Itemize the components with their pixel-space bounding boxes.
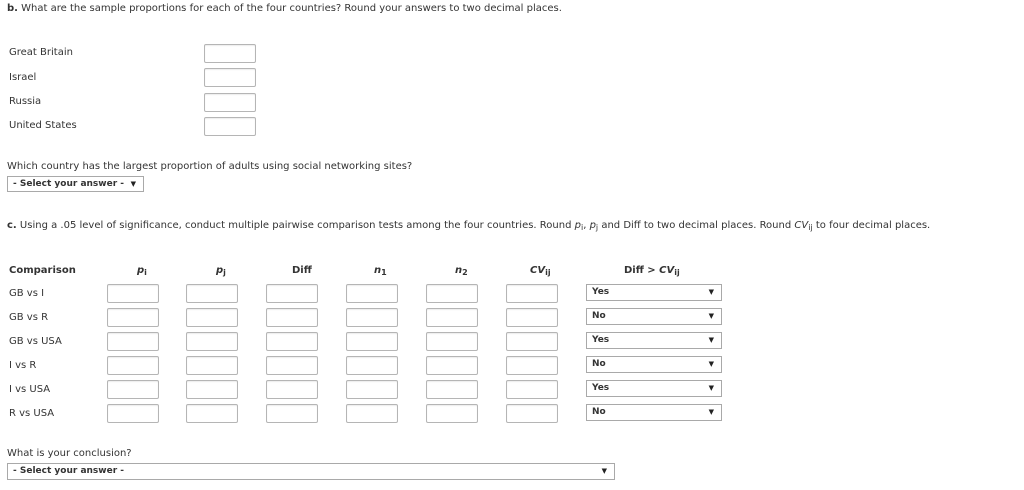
chevron-down-icon: ▼ [708,384,714,392]
cv-input[interactable] [506,308,558,327]
chevron-down-icon: ▼ [708,312,714,320]
n2-input[interactable] [426,380,478,399]
decision-select[interactable] [586,308,722,325]
pi-input[interactable] [107,404,159,423]
part-b-question-text: What are the sample proportions for each of the four countries? Round your answers to two decimal places. [21,3,562,14]
largest-proportion-question: Which country has the largest proportion of adults using social networking sites? [7,161,413,172]
decision-select-value: No [592,311,606,321]
part-c-instructions [7,220,930,232]
n1-input[interactable] [346,404,398,423]
cv-input[interactable] [506,380,558,399]
part-c-instr-3: and Diff to two decimal places. Round [598,220,795,231]
pi-input[interactable] [107,332,159,351]
comparison-label: I vs USA [9,384,51,395]
decision-select-value: No [592,407,606,417]
comparison-label: I vs R [9,360,37,371]
decision-select[interactable] [586,356,722,373]
decision-select[interactable] [586,380,722,397]
header-pj: $p_j$ [216,265,226,277]
n1-input[interactable] [346,380,398,399]
part-c-prefix: c. [7,220,17,231]
decision-select-value: Yes [592,335,610,345]
cv-input[interactable] [506,332,558,351]
pj-input[interactable] [186,356,238,375]
decision-select[interactable] [586,404,722,421]
header-n1: $n_1$ [374,265,387,277]
part-b-question [7,3,562,14]
header-n2: $n_2$ [455,265,468,277]
decision-select-value: Yes [592,383,610,393]
n2-input[interactable] [426,284,478,303]
sub-ij: ij [808,223,813,232]
header-cv: $CV_{ij}$ [530,265,551,277]
pi-input[interactable] [107,284,159,303]
cv-input[interactable] [506,356,558,375]
conclusion-select-value: - Select your answer - [13,466,125,476]
proportion-input-great-britain[interactable] [204,44,256,63]
comparison-label: GB vs I [9,288,45,299]
chevron-down-icon: ▼ [708,336,714,344]
country-label-russia: Russia [9,96,42,107]
diff-input[interactable] [266,356,318,375]
pi-input[interactable] [107,380,159,399]
proportion-input-russia[interactable] [204,93,256,112]
cv-input[interactable] [506,404,558,423]
country-label-great-britain: Great Britain [9,47,73,58]
diff-input[interactable] [266,380,318,399]
cv-symbol: CV [794,220,809,231]
comparison-label: R vs USA [9,408,55,419]
n1-input[interactable] [346,332,398,351]
diff-input[interactable] [266,284,318,303]
n1-input[interactable] [346,308,398,327]
header-diff-gt-cv: Diff > $CV_{ij}$ [624,265,680,277]
n2-input[interactable] [426,356,478,375]
cv-input[interactable] [506,284,558,303]
proportion-input-israel[interactable] [204,68,256,87]
diff-input[interactable] [266,332,318,351]
pj-input[interactable] [186,308,238,327]
chevron-down-icon: ▼ [708,408,714,416]
proportion-input-united-states[interactable] [204,117,256,136]
part-c-instr-4: to four decimal places. [812,220,931,231]
n2-input[interactable] [426,308,478,327]
decision-select[interactable] [586,284,722,301]
chevron-down-icon: ▼ [708,360,714,368]
pj-input[interactable] [186,332,238,351]
n2-input[interactable] [426,404,478,423]
header-diff: Diff [292,265,312,276]
decision-select[interactable] [586,332,722,349]
header-comparison: Comparison [9,265,76,276]
sub-j: j [595,223,599,232]
header-pi: $p_i$ [137,265,147,277]
pj-input[interactable] [186,380,238,399]
pj-input[interactable] [186,284,238,303]
largest-country-select-value: - Select your answer - [13,179,125,189]
part-b-prefix: b. [7,3,18,14]
part-c-instr-1: Using a .05 level of significance, conduct multiple pairwise comparison tests among the four countries. Round [19,220,575,231]
diff-input[interactable] [266,308,318,327]
country-label-israel: Israel [9,72,37,83]
decision-select-value: No [592,359,606,369]
decision-select-value: Yes [592,287,610,297]
chevron-down-icon: ▼ [708,288,714,296]
chevron-down-icon: ▼ [601,467,607,475]
comparison-label: GB vs R [9,312,49,323]
pi-input[interactable] [107,308,159,327]
pj-input[interactable] [186,404,238,423]
diff-input[interactable] [266,404,318,423]
conclusion-question: What is your conclusion? [7,448,132,459]
conclusion-select[interactable] [7,463,615,480]
n2-input[interactable] [426,332,478,351]
comparison-label: GB vs USA [9,336,62,347]
chevron-down-icon: ▼ [130,180,136,188]
largest-country-select[interactable] [7,176,144,192]
p-symbol: p [589,220,596,231]
part-c-instr-2: , [583,220,590,231]
pi-input[interactable] [107,356,159,375]
sub-i: i [580,223,584,232]
country-label-united-states: United States [9,120,77,131]
p-symbol: p [574,220,581,231]
n1-input[interactable] [346,284,398,303]
n1-input[interactable] [346,356,398,375]
